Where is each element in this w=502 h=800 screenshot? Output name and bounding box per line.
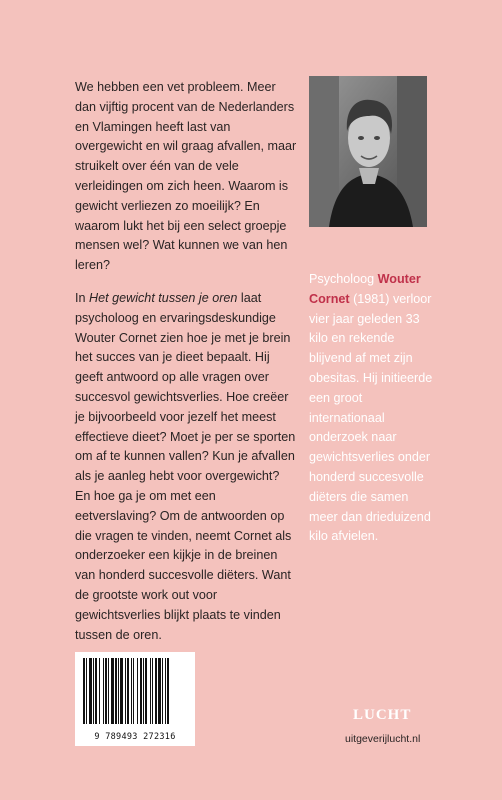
barcode-bar xyxy=(105,658,107,724)
barcode-bar xyxy=(89,658,92,724)
author-bio-rest: (1981) verloor vier jaar geleden 33 kilo en rekende blijvend af met zijn obesitas. Hij initieerde een groot internationaal onderzoek naar gewichtsverlies onder honderd succesvolle diëters die samen meer dan drieduizend kilo afvielen. xyxy=(309,291,433,544)
barcode-bar xyxy=(127,658,129,724)
isbn-barcode xyxy=(75,652,195,746)
blurb-text xyxy=(75,78,297,658)
barcode-bar xyxy=(145,658,147,724)
barcode-bar xyxy=(152,658,153,724)
barcode-bar xyxy=(95,658,97,724)
barcode-bar xyxy=(143,658,144,724)
book-title: Het gewicht tussen je oren xyxy=(89,290,238,305)
barcode-bar xyxy=(131,658,132,724)
barcode-bar xyxy=(99,658,100,724)
barcode-bar xyxy=(83,658,85,724)
barcode-bar xyxy=(115,658,117,724)
barcode-bar xyxy=(165,658,166,724)
barcode-bar xyxy=(125,658,126,724)
barcode-bar xyxy=(167,658,169,724)
barcode-bar xyxy=(86,658,87,724)
author-name: Wouter Cornet xyxy=(309,272,421,306)
barcode-bar xyxy=(150,658,151,724)
barcode-bar xyxy=(133,658,134,724)
barcode-bar xyxy=(137,658,138,724)
barcode-bar xyxy=(108,658,109,724)
author-bio xyxy=(309,270,434,547)
barcode-bar xyxy=(103,658,104,724)
author-photo xyxy=(309,76,427,227)
blurb-prefix: In xyxy=(75,290,90,305)
barcode-bar xyxy=(140,658,142,724)
barcode-bar xyxy=(162,658,163,724)
barcode-bar xyxy=(155,658,157,724)
publisher-url: uitgeverijlucht.nl xyxy=(345,733,421,745)
blurb-paragraph-2 xyxy=(75,289,297,645)
publisher-logo: LUCHT xyxy=(353,707,412,723)
blurb-rest: laat psycholoog en ervaringsdeskundige Wouter Cornet zien hoe je met je brein het succes van je dieet bepaalt. Hij geeft antwoord op alle vragen over succesvol gewichtsverlies. Hoe creëer je bijvoorbeeld voor jezelf het meest effectieve dieet? Moet je per se sporten om af te kunnen vallen? Kun je afvallen als je aanleg hebt voor overgewicht? En hoe ga je om met een eetverslaving? Om de antwoorden op die vragen te vinden, neemt Cornet als onderzoeker een kijkje in de breinen van honderd succesvolle diëters. Want de grootste work out voor gewichtsverlies blijkt plaats te vinden tussen de oren. xyxy=(75,290,296,642)
barcode-bars xyxy=(75,652,195,732)
blurb-paragraph-1: We hebben een vet probleem. Meer dan vijftig procent van de Nederlanders en Vlamingen heeft last van overgewicht en wil graag afvallen, maar struikelt over één van de vele verleidingen om zich heen. Waarom is gewicht verliezen zo moeilijk? En waarom lukt het bij een select groepje mensen wel? Wat kunnen we van hen leren? xyxy=(75,80,297,273)
barcode-bar xyxy=(93,658,94,724)
isbn-number: 9 789493 272316 xyxy=(94,732,176,742)
author-bio-prefix: Psycholoog xyxy=(309,272,378,286)
barcode-bar xyxy=(111,658,114,724)
barcode-bar xyxy=(118,658,119,724)
barcode-bar xyxy=(158,658,161,724)
barcode-bar xyxy=(120,658,123,724)
